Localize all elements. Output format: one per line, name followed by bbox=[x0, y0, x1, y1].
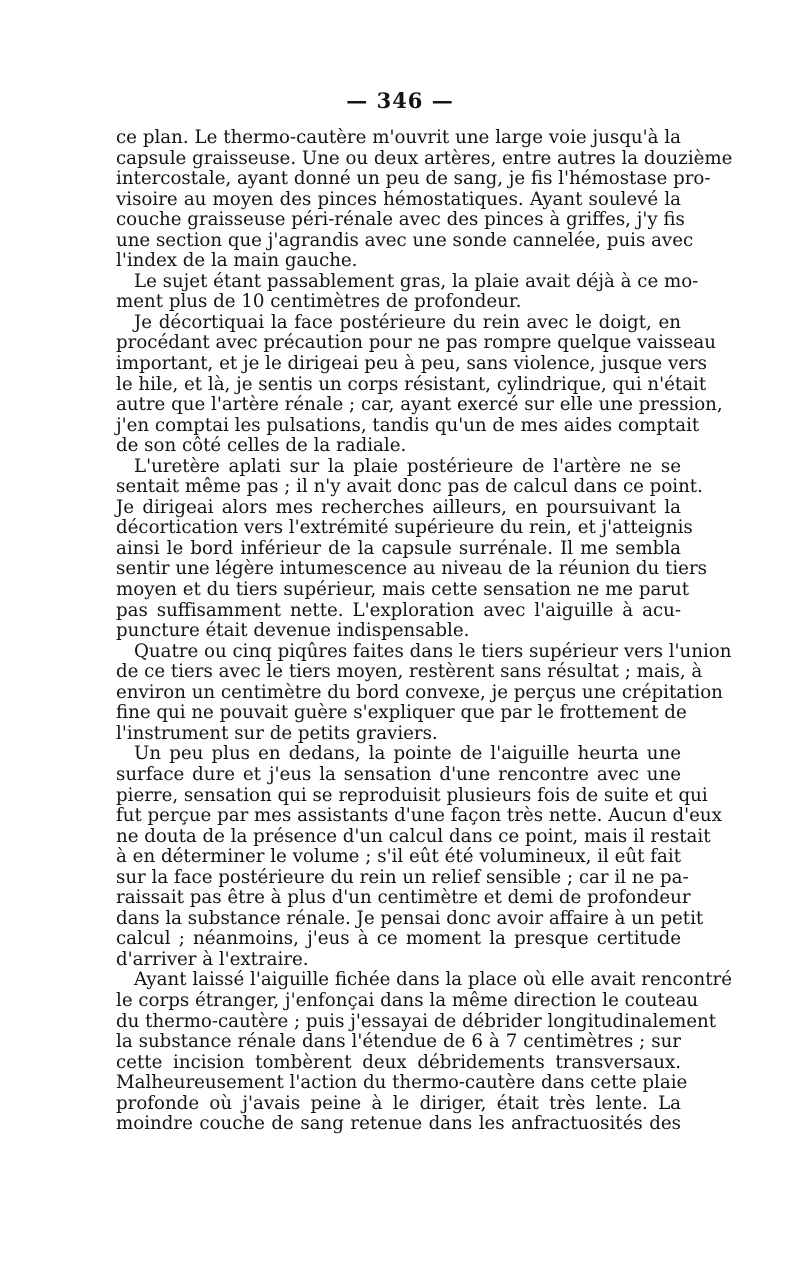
text-line: la substance rénale dans l'étendue de 6 à 7 centimètres ; sur bbox=[116, 1031, 681, 1053]
text-line: surface dure et j'eus la sensation d'une rencontre avec une bbox=[116, 763, 681, 785]
text-line: intercostale, ayant donné un peu de sang, je fis l'hémostase pro- bbox=[116, 168, 711, 190]
text-line: Ayant laissé l'aiguille fichée dans la place où elle avait rencontré bbox=[134, 969, 733, 991]
text-line: décortication vers l'extrémité supérieure du rein, et j'atteignis bbox=[116, 517, 693, 539]
text-line: profonde où j'avais peine à le diriger, était très lente. La bbox=[116, 1092, 681, 1114]
text-line: du thermo-cautère ; puis j'essayai de débrider longitudinalement bbox=[116, 1010, 717, 1032]
text-line: à en déterminer le volume ; s'il eût été volumineux, il eût fait bbox=[116, 846, 681, 868]
text-line: ment plus de 10 centimètres de profondeur. bbox=[116, 291, 522, 313]
text-line: visoire au moyen des pinces hémostatiques. Ayant soulevé la bbox=[116, 188, 681, 210]
text-line: j'en comptai les pulsations, tandis qu'un de mes aides comptait bbox=[116, 414, 700, 436]
text-line: de ce tiers avec le tiers moyen, restèrent sans résultat ; mais, à bbox=[116, 661, 703, 683]
text-line: ce plan. Le thermo-cautère m'ouvrit une large voie jusqu'à la bbox=[116, 127, 681, 148]
text-line: L'uretère aplati sur la plaie postérieure de l'artère ne se bbox=[134, 455, 681, 477]
text-line: moindre couche de sang retenue dans les anfractuosités des bbox=[116, 1113, 681, 1135]
text-line: pierre, sensation qui se reproduisit plusieurs fois de suite et qui bbox=[116, 784, 708, 806]
text-line: le corps étranger, j'enfonçai dans la même direction le couteau bbox=[116, 989, 699, 1011]
text-line: fut perçue par mes assistants d'une façon très nette. Aucun d'eux bbox=[116, 805, 722, 827]
text-line: puncture était devenue indispensable. bbox=[116, 620, 470, 642]
text-line: ainsi le bord inférieur de la capsule surrénale. Il me sembla bbox=[116, 537, 681, 559]
text-line: sentait même pas ; il n'y avait donc pas de calcul dans ce point. bbox=[116, 476, 703, 498]
text-line: capsule graisseuse. Une ou deux artères, entre autres la douzième bbox=[116, 147, 733, 169]
text-line: de son côté celles de la radiale. bbox=[116, 435, 407, 457]
text-line: procédant avec précaution pour ne pas rompre quelque vaisseau bbox=[116, 332, 716, 354]
text-line: d'arriver à l'extraire. bbox=[116, 948, 309, 970]
text-line: une section que j'agrandis avec une sonde cannelée, puis avec bbox=[116, 229, 694, 251]
text-line: environ un centimètre du bord convexe, je perçus une crépitation bbox=[116, 681, 723, 703]
text-line: raissait pas être à plus d'un centimètre et demi de profondeur bbox=[116, 887, 691, 909]
text-line: sur la face postérieure du rein un relief sensible ; car il ne pa- bbox=[116, 866, 689, 888]
text-line: autre que l'artère rénale ; car, ayant exercé sur elle une pression, bbox=[116, 394, 723, 416]
text-line: l'instrument sur de petits graviers. bbox=[116, 722, 438, 744]
text-line: l'index de la main gauche. bbox=[116, 250, 358, 272]
text-line: cette incision tombèrent deux débridements transversaux. bbox=[116, 1051, 681, 1073]
text-line: Je décortiquai la face postérieure du rein avec le doigt, en bbox=[134, 311, 681, 333]
text-line: calcul ; néanmoins, j'eus à ce moment la presque certitude bbox=[116, 928, 681, 950]
text-line: couche graisseuse péri-rénale avec des pinces à griffes, j'y fis bbox=[116, 209, 685, 231]
text-line: Je dirigeai alors mes recherches ailleurs, en poursuivant la bbox=[116, 496, 681, 518]
text-line: dans la substance rénale. Je pensai donc avoir affaire à un petit bbox=[116, 907, 704, 929]
text-line: Le sujet étant passablement gras, la plaie avait déjà à ce mo- bbox=[134, 270, 699, 292]
text-line: important, et je le dirigeai peu à peu, sans violence, jusque vers bbox=[116, 353, 708, 375]
text-line: sentir une légère intumescence au niveau de la réunion du tiers bbox=[116, 558, 707, 580]
page-number: — 346 — bbox=[346, 88, 454, 113]
text-line: fine qui ne pouvait guère s'expliquer que par le frottement de bbox=[116, 702, 687, 724]
text-line: moyen et du tiers supérieur, mais cette sensation ne me parut bbox=[116, 579, 690, 601]
text-line: Malheureusement l'action du thermo-cautère dans cette plaie bbox=[116, 1072, 688, 1094]
text-line: Un peu plus en dedans, la pointe de l'aiguille heurta une bbox=[134, 743, 681, 765]
text-line: ne douta de la présence d'un calcul dans ce point, mais il restait bbox=[116, 825, 711, 847]
text-line: pas suffisamment nette. L'exploration avec l'aiguille à acu- bbox=[116, 599, 681, 621]
text-line: Quatre ou cinq piqûres faites dans le tiers supérieur vers l'union bbox=[134, 640, 732, 662]
body-text bbox=[116, 127, 733, 1135]
text-line: le hile, et là, je sentis un corps résistant, cylindrique, qui n'était bbox=[116, 373, 707, 395]
